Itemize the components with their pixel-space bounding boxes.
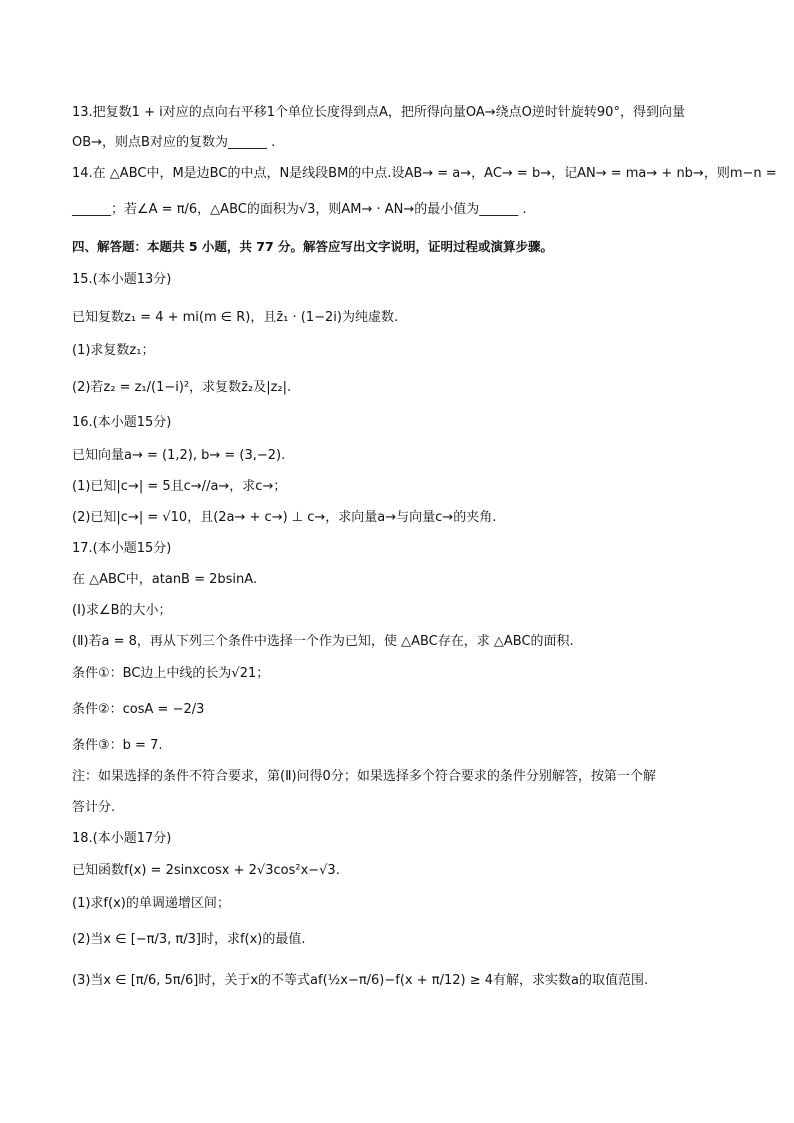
q13-line-1: 13.把复数1 + i对应的点向右平移1个单位长度得到点A，把所得向量OA→绕点O逆时针旋转90°，得到向量 — [72, 105, 685, 120]
q16-stem: 已知向量a→ = (1,2), b→ = (3,−2). — [72, 448, 286, 463]
q15-part2: (2)若z₂ = z₁/(1−i)²，求复数z̄₂及|z₂|. — [72, 380, 292, 395]
q17-note-line-1: 注：如果选择的条件不符合要求，第(Ⅱ)问得0分；如果选择多个符合要求的条件分别解答，按第一个解 — [72, 769, 656, 784]
q17-part1: (Ⅰ)求∠B的大小； — [72, 603, 172, 618]
q13-line-2: OB→，则点B对应的复数为______ . — [72, 135, 276, 150]
q16-heading: 16.(本小题15分) — [72, 415, 172, 430]
q16-part1: (1)已知|c→| = 5且c→//a→，求c→； — [72, 479, 287, 494]
q15-stem: 已知复数z₁ = 4 + mi(m ∈ R)，且z̄₁ · (1−2i)为纯虚数. — [72, 310, 399, 325]
q16-part2: (2)已知|c→| = √10，且(2a→ + c→) ⊥ c→，求向量a→与向量c→的夹角. — [72, 510, 497, 525]
q17-part2: (Ⅱ)若a = 8，再从下列三个条件中选择一个作为已知，使 △ABC存在，求 △ABC的面积. — [72, 634, 574, 649]
q18-part1: (1)求f(x)的单调递增区间； — [72, 896, 230, 911]
q17-note-line-2: 答计分. — [72, 800, 116, 815]
q15-part1: (1)求复数z₁； — [72, 343, 155, 358]
q17-heading: 17.(本小题15分) — [72, 541, 172, 556]
q18-part3: (3)当x ∈ [π/6, 5π/6]时，关于x的不等式af(½x−π/6)−f(x + π/12) ≥ 4有解，求实数a的取值范围. — [72, 973, 649, 988]
q18-stem: 已知函数f(x) = 2sinxcosx + 2√3cos²x−√3. — [72, 863, 340, 878]
q17-condition-3: 条件③：b = 7. — [72, 738, 163, 753]
q14-line-2: ______；若∠A = π/6，△ABC的面积为√3，则AM→ · AN→的最小值为______ . — [72, 202, 527, 217]
q17-stem: 在 △ABC中，atanB = 2bsinA. — [72, 572, 258, 587]
q17-condition-1: 条件①：BC边上中线的长为√21； — [72, 666, 270, 681]
section-heading: 四、解答题：本题共 5 小题，共 77 分。解答应写出文字说明，证明过程或演算步骤。 — [72, 239, 554, 254]
q18-heading: 18.(本小题17分) — [72, 831, 172, 846]
q18-part2: (2)当x ∈ [−π/3, π/3]时，求f(x)的最值. — [72, 932, 306, 947]
q14-line-1: 14.在 △ABC中，M是边BC的中点，N是线段BM的中点.设AB→ = a→，AC→ = b→，记AN→ = ma→ + nb→，则m−n = — [72, 166, 777, 181]
q17-condition-2: 条件②：cosA = −2/3 — [72, 702, 205, 717]
q15-heading: 15.(本小题13分) — [72, 272, 172, 287]
